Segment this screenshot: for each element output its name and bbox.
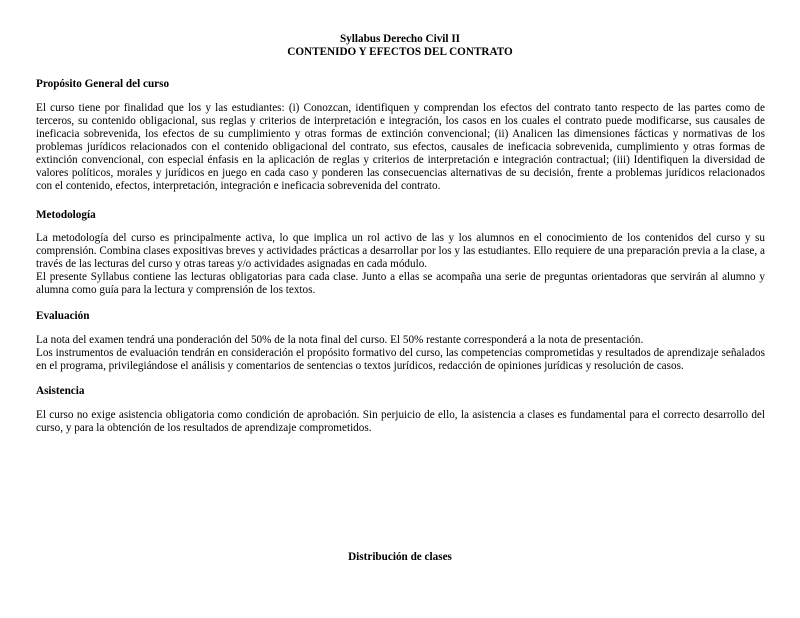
footer-heading: Distribución de clases [348, 551, 452, 563]
paragraph: La metodología del curso es principalmente activa, lo que implica un rol activo de las y los alumnos en el conocimiento de los contenidos del curso y su comprensión. Combina clases expositivas breves y actividades prácticas a desarrollar por los y las estudiantes. Ello requiere de una preparación previa a la clase, a través de las lecturas del curso y otras tareas y/o actividades asignadas en cada módulo. [36, 232, 765, 270]
section-heading-asistencia: Asistencia [36, 385, 85, 397]
document-title: Syllabus Derecho Civil II [339, 33, 461, 45]
section-heading-proposito: Propósito General del curso [36, 78, 170, 90]
document-title-block [0, 33, 800, 59]
paragraph: Los instrumentos de evaluación tendrán en consideración el propósito formativo del curso, las competencias comprometidas y resultados de aprendizaje señalados en el programa, privilegiándose el análisis y comentarios de sentencias o textos jurídicos, redacción de opiniones jurídicas y resolución de casos. [36, 347, 765, 372]
section-body-evaluacion [36, 334, 765, 373]
section-body-proposito [36, 102, 765, 193]
paragraph: La nota del examen tendrá una ponderación del 50% de la nota final del curso. El 50% restante corresponderá a la nota de presentación. [36, 334, 644, 346]
section-body-metodologia [36, 232, 765, 297]
document-subtitle: CONTENIDO Y EFECTOS DEL CONTRATO [287, 46, 513, 58]
section-heading-evaluacion: Evaluación [36, 310, 90, 322]
paragraph: El curso tiene por finalidad que los y las estudiantes: (i) Conozcan, identifiquen y comprendan los efectos del contrato tanto respecto de las partes como de terceros, su contenido obligacional, sus reglas y criterios de interpretación e integración, los casos en los cuales el contrato puede modificarse, sus causales de ineficacia sobrevenida, los efectos de su cumplimiento y otras formas de extinción convencional; (ii) Analicen las dimensiones fácticas y normativas de los problemas jurídicos relacionados con el contenido obligacional del contrato, sus efectos, causales de ineficacia sobrevenida, cumplimiento y otras formas de extinción convencional, con especial énfasis en la aplicación de reglas y criterios de interpretación e integración contractual; (iii) Identifiquen la diversidad de valores políticos, morales y jurídicos en juego en cada caso y ponderen las consecuencias alternativas de su decisión, frente a problemas jurídicos relacionados con el contenido, efectos, interpretación, integración e ineficacia sobrevenida del contrato. [36, 102, 765, 192]
section-heading-metodologia: Metodología [36, 209, 96, 221]
paragraph: El curso no exige asistencia obligatoria como condición de aprobación. Sin perjuicio de ello, la asistencia a clases es fundamental para el correcto desarrollo del curso, y para la obtención de los resultados de aprendizaje comprometidos. [36, 409, 765, 434]
paragraph: El presente Syllabus contiene las lecturas obligatorias para cada clase. Junto a ellas se acompaña una serie de preguntas orientadoras que servirán al alumno y alumna como guía para la lectura y comprensión de los textos. [36, 271, 765, 296]
section-body-asistencia [36, 409, 765, 435]
